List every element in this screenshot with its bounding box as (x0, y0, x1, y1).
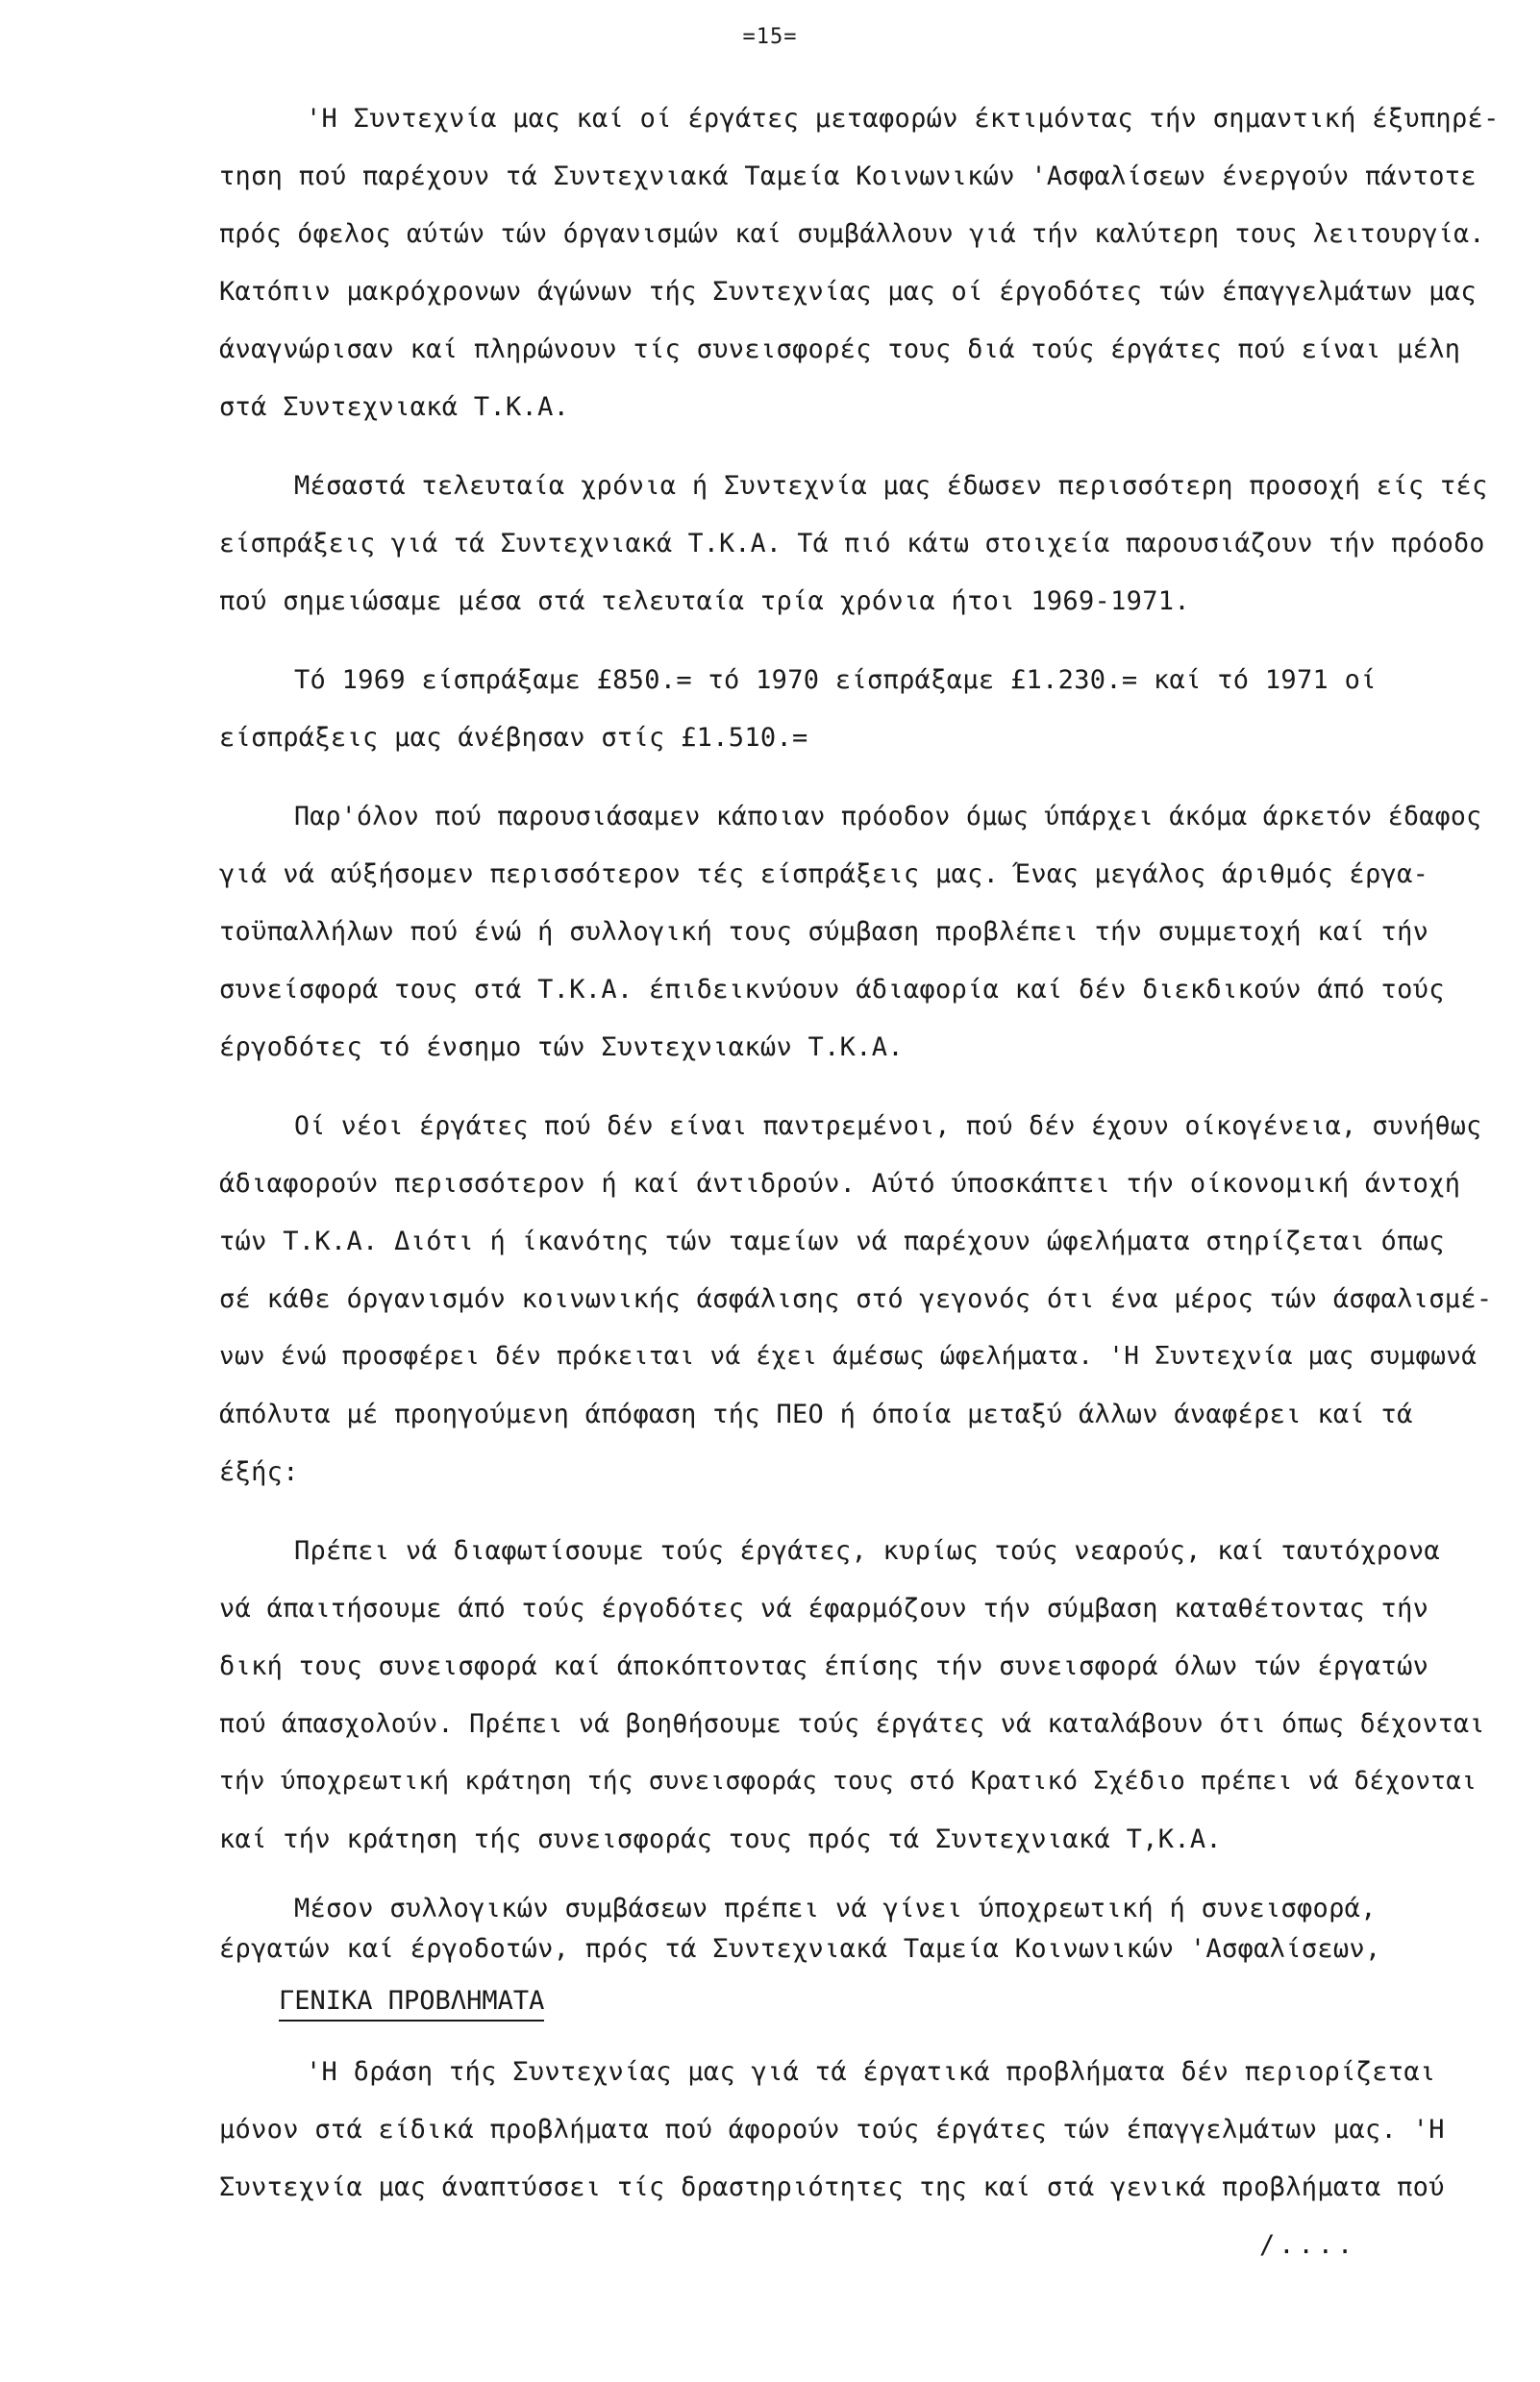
text-line: Κατόπιν μακρόχρονων άγώνων τής Συντεχνίας μας οί έργοδότες τών έπαγγελμάτων μας (219, 277, 1477, 307)
text-line: τηση πού παρέχουν τά Συντεχνιακά Ταμεία Κοινωνικών 'Ασφαλίσεων ένεργούν πάντοτε (219, 161, 1477, 191)
text-line: συνείσφορά τους στά Τ.Κ.Α. έπιδεικνύουν άδιαφορία καί δέν διεκδικούν άπό τούς (219, 975, 1445, 1005)
text-line: μόνον στά είδικά προβλήματα πού άφορούν τούς έργάτες τών έπαγγελμάτων μας. 'Η (219, 2115, 1445, 2145)
text-line: είσπράξεις μας άνέβησαν στίς £1.510.= (219, 723, 808, 753)
text-line: τοϋπαλλήλων πού ένώ ή συλλογική τους σύμβαση προβλέπει τήν συμμετοχή καί τήν (219, 917, 1429, 947)
text-line: σέ κάθε όργανισμόν κοινωνικής άσφάλισης στό γεγονός ότι ένα μέρος τών άσφαλισμέ- (219, 1284, 1493, 1314)
section-heading: ΓΕΝΙΚΑ ΠΡΟΒΛΗΜΑΤΑ (279, 1986, 544, 2022)
text-line: 'Η δράση τής Συντεχνίας μας γιά τά έργατικά προβλήματα δέν περιορίζεται (306, 2057, 1436, 2087)
text-line: τών Τ.Κ.Α. Διότι ή ίκανότης τών ταμείων νά παρέχουν ώφελήματα στηρίζεται όπως (219, 1227, 1445, 1256)
page-number: =15= (742, 25, 798, 49)
text-line: άδιαφορούν περισσότερον ή καί άντιδρούν. Αύτό ύποσκάπτει τήν οίκονομική άντοχή (219, 1169, 1461, 1199)
text-line: τήν ύποχρεωτική κράτηση τής συνεισφοράς τους στό Κρατικό Σχέδιο πρέπει νά δέχονται (219, 1767, 1478, 1796)
text-line: πού σημειώσαμε μέσα στά τελευταία τρία χρόνια ήτοι 1969-1971. (219, 586, 1190, 616)
text-line: άπόλυτα μέ προηγούμενη άπόφαση τής ΠΕΟ ή όποία μεταξύ άλλων άναφέρει καί τά (219, 1400, 1413, 1429)
text-line: πού άπασχολούν. Πρέπει νά βοηθήσουμε τούς έργάτες νά καταλάβουν ότι όπως δέχονται (219, 1709, 1485, 1739)
text-line: έργατών καί έργοδοτών, πρός τά Συντεχνιακά Ταμεία Κοινωνικών 'Ασφαλίσεων, (219, 1934, 1381, 1964)
text-line: καί τήν κράτηση τής συνεισφοράς τους πρός τά Συντεχνιακά Τ,Κ.Α. (219, 1824, 1222, 1854)
text-line: άναγνώρισαν καί πληρώνουν τίς συνεισφορές τους διά τούς έργάτες πού είναι μέλη (219, 335, 1461, 364)
text-line: στά Συντεχνιακά Τ.Κ.Α. (219, 392, 570, 422)
text-line: είσπράξεις γιά τά Συντεχνιακά Τ.Κ.Α. Τά πιό κάτω στοιχεία παρουσιάζουν τήν πρόοδο (219, 529, 1485, 558)
text-line: Πρέπει νά διαφωτίσουμε τούς έργάτες, κυρίως τούς νεαρούς, καί ταυτόχρονα (294, 1536, 1440, 1566)
text-line: έξής: (219, 1457, 299, 1487)
text-line: δική τους συνεισφορά καί άποκόπτοντας έπίσης τήν συνεισφορά όλων τών έργατών (219, 1651, 1429, 1681)
text-line: Μέσαστά τελευταία χρόνια ή Συντεχνία μας έδωσεν περισσότερη προσοχή είς τές (294, 471, 1488, 501)
text-line: Οί νέοι έργάτες πού δέν είναι παντρεμένοι, πού δέν έχουν οίκογένεια, συνήθως (294, 1111, 1482, 1141)
text-line: Τό 1969 είσπράξαμε £850.= τό 1970 είσπράξαμε £1.230.= καί τό 1971 οί (294, 665, 1377, 695)
text-line: Παρ'όλον πού παρουσιάσαμεν κάποιαν πρόοδον όμως ύπάρχει άκόμα άρκετόν έδαφος (294, 802, 1482, 831)
text-line: έργοδότες τό ένσημο τών Συντεχνιακών Τ.Κ.Α. (219, 1032, 904, 1062)
text-line: νων ένώ προσφέρει δέν πρόκειται νά έχει άμέσως ώφελήματα. 'Η Συντεχνία μας συμφωνά (219, 1342, 1478, 1371)
continuation-mark: /.... (1259, 2230, 1357, 2260)
text-line: νά άπαιτήσουμε άπό τούς έργοδότες νά έφαρμόζουν τήν σύμβαση καταθέτοντας τήν (219, 1594, 1429, 1624)
text-line: Μέσον συλλογικών συμβάσεων πρέπει νά γίνει ύποχρεωτική ή συνεισφορά, (294, 1894, 1377, 1923)
text-line: γιά νά αύξήσομεν περισσότερον τές είσπράξεις μας. Ένας μεγάλος άριθμός έργα- (219, 859, 1429, 889)
text-line: 'Η Συντεχνία μας καί οί έργάτες μεταφορών έκτιμόντας τήν σημαντική έξυπηρέ- (306, 104, 1500, 134)
text-line: Συντεχνία μας άναπτύσσει τίς δραστηριότητες της καί στά γενικά προβλήματα πού (219, 2172, 1445, 2202)
text-line: πρός όφελος αύτών τών όργανισμών καί συμβάλλουν γιά τήν καλύτερη τους λειτουργία. (219, 219, 1485, 249)
